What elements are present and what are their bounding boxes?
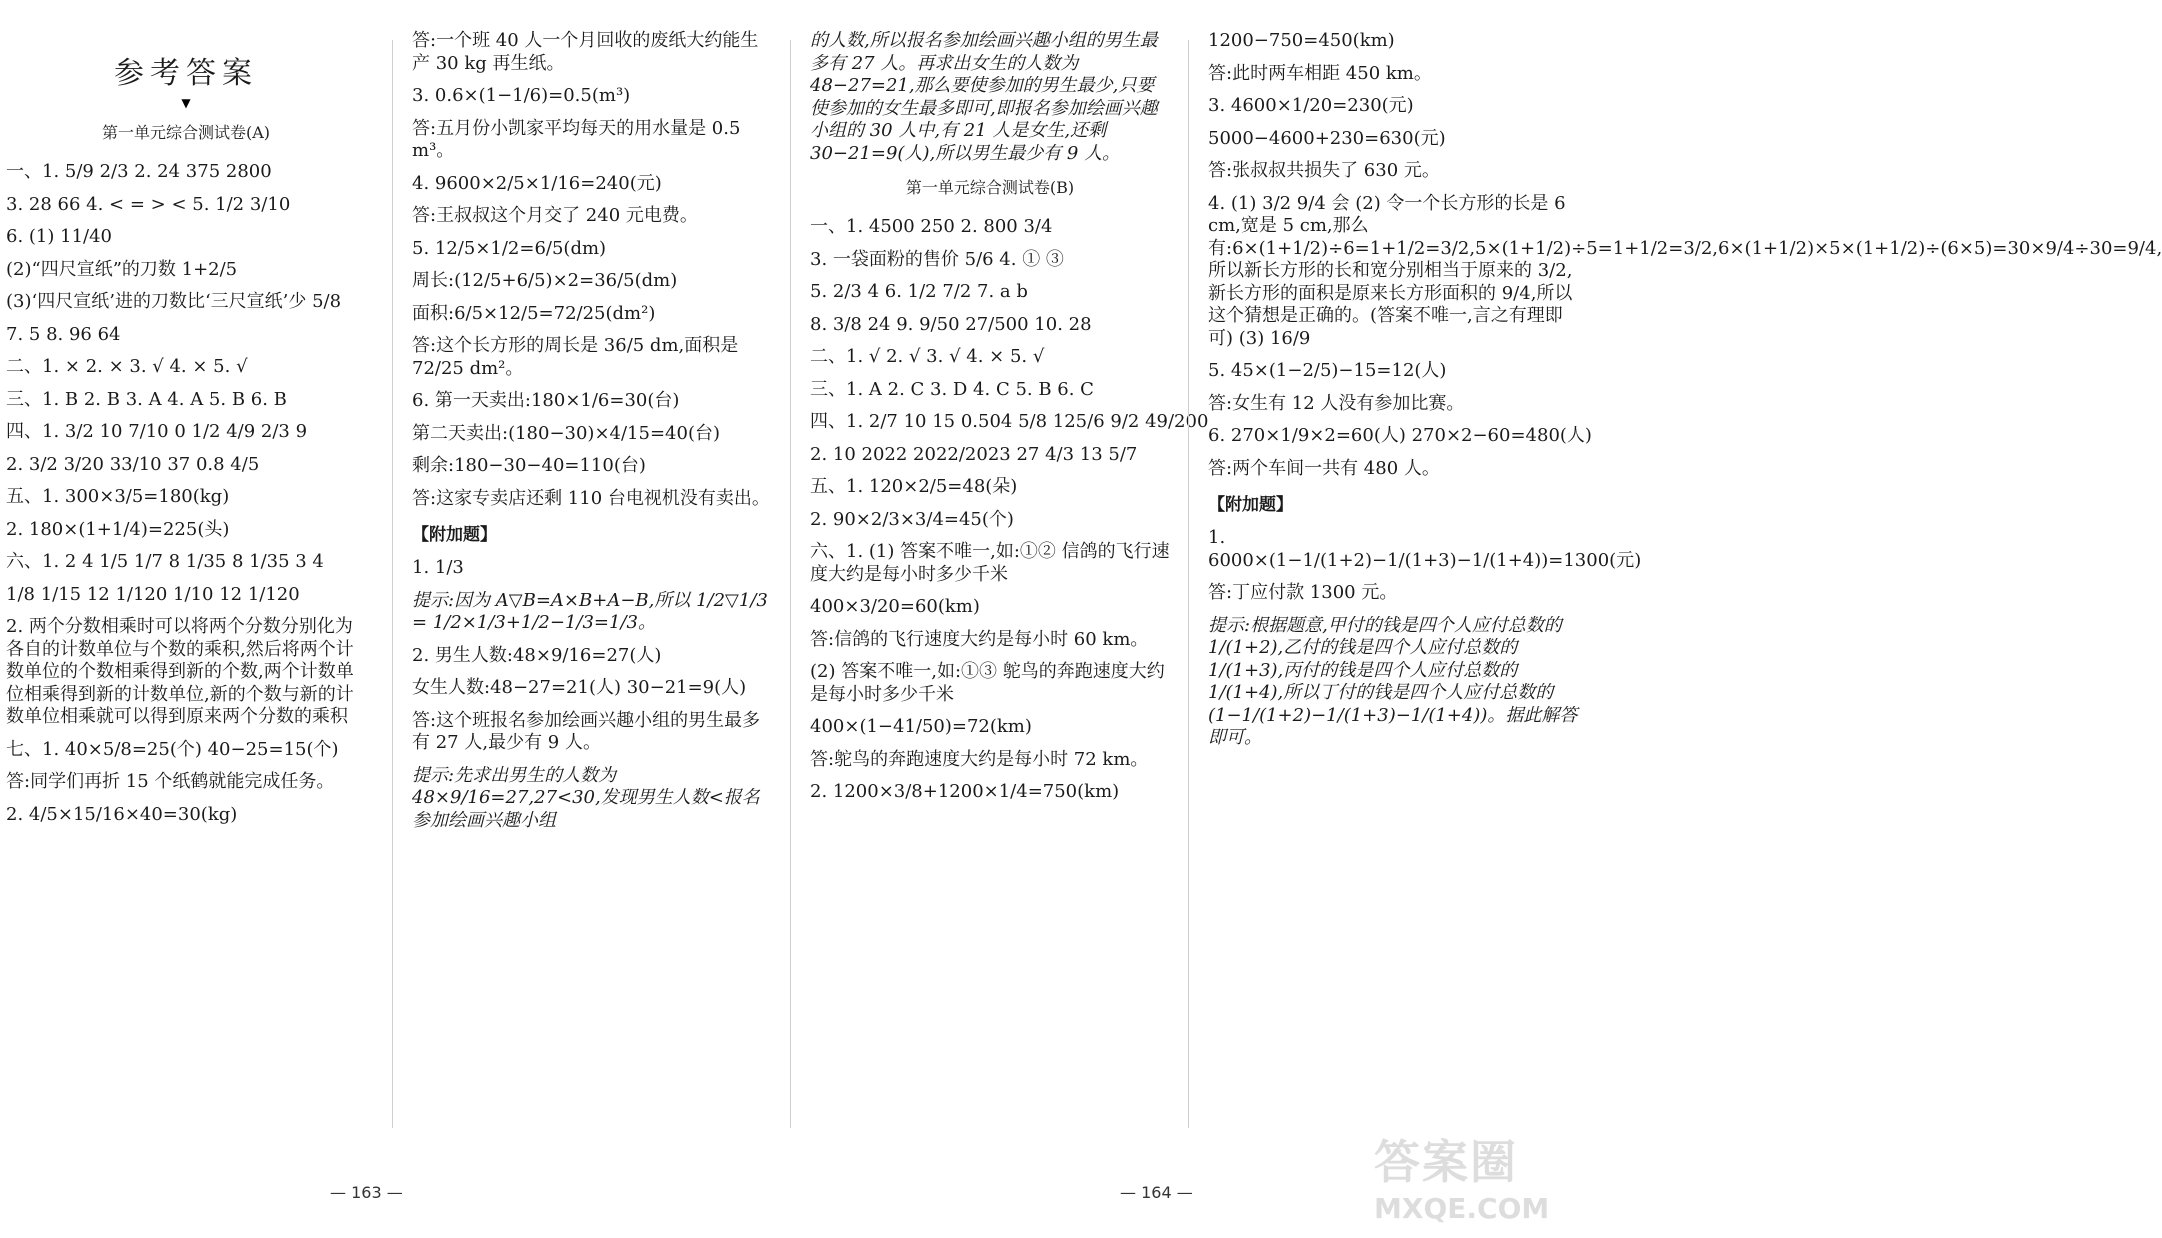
section-title-b: 第一单元综合测试卷(B) [905, 178, 1075, 197]
answer-line: 3. 一袋面粉的售价 5/6 4. ① ③ [810, 248, 1064, 270]
answer-line: 第二天卖出:(180−30)×4/15=40(台) [412, 422, 720, 444]
answer-line: 剩余:180−30−40=110(台) [412, 455, 646, 476]
watermark-logo [1374, 1126, 1574, 1225]
answer-line: 一、1. 5/9 2/3 2. 24 375 2800 [6, 161, 272, 182]
answer-line: 1. 6000×(1−1/(1+2)−1/(1+3)−1/(1+4))=1300(元) [1208, 527, 1642, 571]
answer-line: 答:一个班 40 人一个月回收的废纸大约能生产 30 kg 再生纸。 [412, 30, 759, 74]
answer-line: 答:五月份小凯家平均每天的用水量是 0.5 m³。 [412, 117, 741, 161]
bonus-section-tag: 【附加题】 [1208, 495, 1293, 515]
title-marker-icon: ▼ [181, 96, 191, 110]
page-number-right: — 164 — [1120, 1183, 1193, 1202]
section-title-a: 第一单元综合测试卷(A) [101, 123, 271, 142]
answer-line: 答:信鸽的飞行速度大约是每小时 60 km。 [810, 628, 1149, 650]
answer-line: 答:这个班报名参加绘画兴趣小组的男生最多有 27 人,最少有 9 人。 [412, 709, 761, 753]
answer-line: 答:张叔叔共损失了 630 元。 [1208, 160, 1440, 181]
watermark-logo-text: 答案圈 [1374, 1135, 1518, 1189]
answer-line: 三、1. B 2. B 3. A 4. A 5. B 6. B [6, 388, 287, 410]
answer-line: 答:这家专卖店还剩 110 台电视机没有卖出。 [412, 487, 770, 509]
answer-line: 2. 10 2022 2022/2023 27 4/3 13 5/7 [810, 443, 1138, 465]
answer-line: (2) 答案不唯一,如:①③ 鸵鸟的奔跑速度大约是每小时多少千米 [810, 661, 1165, 705]
answer-line: 2. 男生人数:48×9/16=27(人) [412, 644, 662, 666]
answer-line: 5. 2/3 4 6. 1/2 7/2 7. a b [810, 281, 1028, 302]
answer-line: 6. 270×1/9×2=60(人) 270×2−60=480(人) [1208, 425, 1592, 446]
answer-line: 六、1. 2 4 1/5 1/7 8 1/35 8 1/35 3 4 [6, 551, 324, 572]
answer-line: 面积:6/5×12/5=72/25(dm²) [412, 302, 656, 324]
answer-line: 四、1. 3/2 10 7/10 0 1/2 4/9 2/3 9 [6, 421, 308, 442]
answer-paragraph: 2. 两个分数相乘时可以将两个分数分别化为各自的计数单位与个数的乘积,然后将两个计数单位的个数相乘得到新的个数,两个计数单位相乘得到新的计数单位,新的个数与新的计数单位相乘就可以得到原来两个分数的乘积 [6, 616, 354, 727]
answer-line: 7. 5 8. 96 64 [6, 323, 121, 345]
answer-line: 二、1. √ 2. √ 3. √ 4. × 5. √ [810, 346, 1045, 367]
answer-line: 女生人数:48−27=21(人) 30−21=9(人) [412, 677, 747, 698]
answer-line: 一、1. 4500 250 2. 800 3/4 [810, 216, 1053, 237]
page-title: 参考答案 [114, 56, 258, 91]
answer-line: 答:同学们再折 15 个纸鹤就能完成任务。 [6, 771, 335, 792]
answer-line: 3. 0.6×(1−1/6)=0.5(m³) [412, 85, 631, 106]
answer-line: 6. 第一天卖出:180×1/6=30(台) [412, 390, 680, 411]
answer-line: 8. 3/8 24 9. 9/50 27/500 10. 28 [810, 313, 1092, 335]
answer-line: 4. 9600×2/5×1/16=240(元) [412, 172, 662, 194]
answer-line: 1200−750=450(km) [1208, 30, 1395, 51]
column-divider [1188, 40, 1189, 1128]
hint-line: 提示:因为 A▽B=A×B+A−B,所以 1/2▽1/3 = 1/2×1/3+1/2−1/3=1/3。 [412, 589, 768, 633]
answer-line: 五、1. 300×3/5=180(kg) [6, 486, 230, 507]
column-1 [0, 30, 380, 1168]
answer-line: (2)“四尺宣纸”的刀数 1+2/5 [6, 258, 238, 280]
column-4 [1198, 30, 2162, 1168]
hint-line: 提示:先求出男生的人数为 48×9/16=27,27<30,发现男生人数<报名参加绘画兴趣小组 [412, 764, 760, 831]
page-number-left: — 163 — [330, 1183, 403, 1202]
watermark-url-text: MXQE.COM [1374, 1192, 1550, 1225]
answer-line: 七、1. 40×5/8=25(个) 40−25=15(个) [6, 738, 339, 760]
bonus-section-tag: 【附加题】 [412, 525, 497, 545]
column-2 [402, 30, 782, 1168]
column-3 [800, 30, 1209, 1168]
answer-line: 周长:(12/5+6/5)×2=36/5(dm) [412, 270, 678, 291]
answer-line: 6. (1) 11/40 [6, 226, 112, 247]
answer-line: 3. 4600×1/20=230(元) [1208, 95, 1414, 116]
answer-line: 答:这个长方形的周长是 36/5 dm,面积是 72/25 dm²。 [412, 335, 739, 379]
answer-line: 四、1. 2/7 10 15 0.504 5/8 125/6 9/2 49/200 [810, 411, 1209, 432]
answer-line: 3. 28 66 4. < = > < 5. 1/2 3/10 [6, 193, 291, 215]
hint-paragraph: 的人数,所以报名参加绘画兴趣小组的男生最多有 27 人。再求出女生的人数为 48−27=21,那么要使参加的男生最少,只要使参加的女生最多即可,即报名参加绘画兴趣小组的 30 人中,有 21 人是女生,还剩 30−21=9(人),所以男生最少有 9 人。 [810, 30, 1158, 164]
answer-line: 答:鸵鸟的奔跑速度大约是每小时 72 km。 [810, 748, 1149, 770]
hint-paragraph: 提示:根据题意,甲付的钱是四个人应付总数的 1/(1+2),乙付的钱是四个人应付总数的 1/(1+3),丙付的钱是四个人应付总数的 1/(1+4),所以丁付的钱是四个人应付总数的 (1−1/(1+2)−1/(1+3)−1/(1+4))。据此解答即可。 [1208, 614, 1578, 748]
answer-line: 五、1. 120×2/5=48(朵) [810, 476, 1018, 497]
answer-line: 答:王叔叔这个月交了 240 元电费。 [412, 205, 698, 226]
answer-line: 5000−4600+230=630(元) [1208, 127, 1446, 149]
answer-line: 5. 12/5×1/2=6/5(dm) [412, 237, 607, 259]
answer-line: 三、1. A 2. C 3. D 4. C 5. B 6. C [810, 378, 1094, 400]
answer-line: 答:女生有 12 人没有参加比赛。 [1208, 392, 1465, 414]
answer-line: 1. 1/3 [412, 557, 464, 578]
answer-line: 2. 3/2 3/20 33/10 37 0.8 4/5 [6, 453, 260, 475]
column-divider [790, 40, 791, 1128]
answer-line: 400×3/20=60(km) [810, 596, 980, 617]
answer-line: 六、1. (1) 答案不唯一,如:①② 信鸽的飞行速度大约是每小时多少千米 [810, 541, 1170, 585]
answer-line: 5. 45×(1−2/5)−15=12(人) [1208, 360, 1447, 381]
answer-line: 2. 180×(1+1/4)=225(头) [6, 518, 230, 540]
answer-line: 答:两个车间一共有 480 人。 [1208, 457, 1440, 479]
answer-line: (3)‘四尺宣纸’进的刀数比‘三尺宣纸’少 5/8 [6, 291, 342, 312]
answer-line: 二、1. × 2. × 3. √ 4. × 5. √ [6, 356, 248, 377]
answer-line: 1/8 1/15 12 1/120 1/10 12 1/120 [6, 583, 300, 605]
answer-line: 答:此时两车相距 450 km。 [1208, 62, 1432, 84]
answer-line: 2. 4/5×15/16×40=30(kg) [6, 803, 238, 825]
answer-line: 2. 90×2/3×3/4=45(个) [810, 508, 1014, 530]
column-divider [392, 40, 393, 1128]
answer-line: 答:丁应付款 1300 元。 [1208, 582, 1398, 603]
answer-paragraph: 4. (1) 3/2 9/4 会 (2) 令一个长方形的长是 6 cm,宽是 5 cm,那么有:6×(1+1/2)÷6=1+1/2=3/2,5×(1+1/2)÷5=1+1/2=3/2,6×(1+1/2)×5×(1+1/2)÷(6×5)=30×9/4÷30=9/4,所以新长方形的长和宽分别相当于原来的 3/2,新长方形的面积是原来长方形面积的 9/4,所以这个猜想是正确的。(答案不唯一,言之有理即可) (3) 16/9 [1208, 192, 2162, 349]
answer-line: 2. 1200×3/8+1200×1/4=750(km) [810, 781, 1120, 802]
answer-line: 400×(1−41/50)=72(km) [810, 716, 1032, 737]
